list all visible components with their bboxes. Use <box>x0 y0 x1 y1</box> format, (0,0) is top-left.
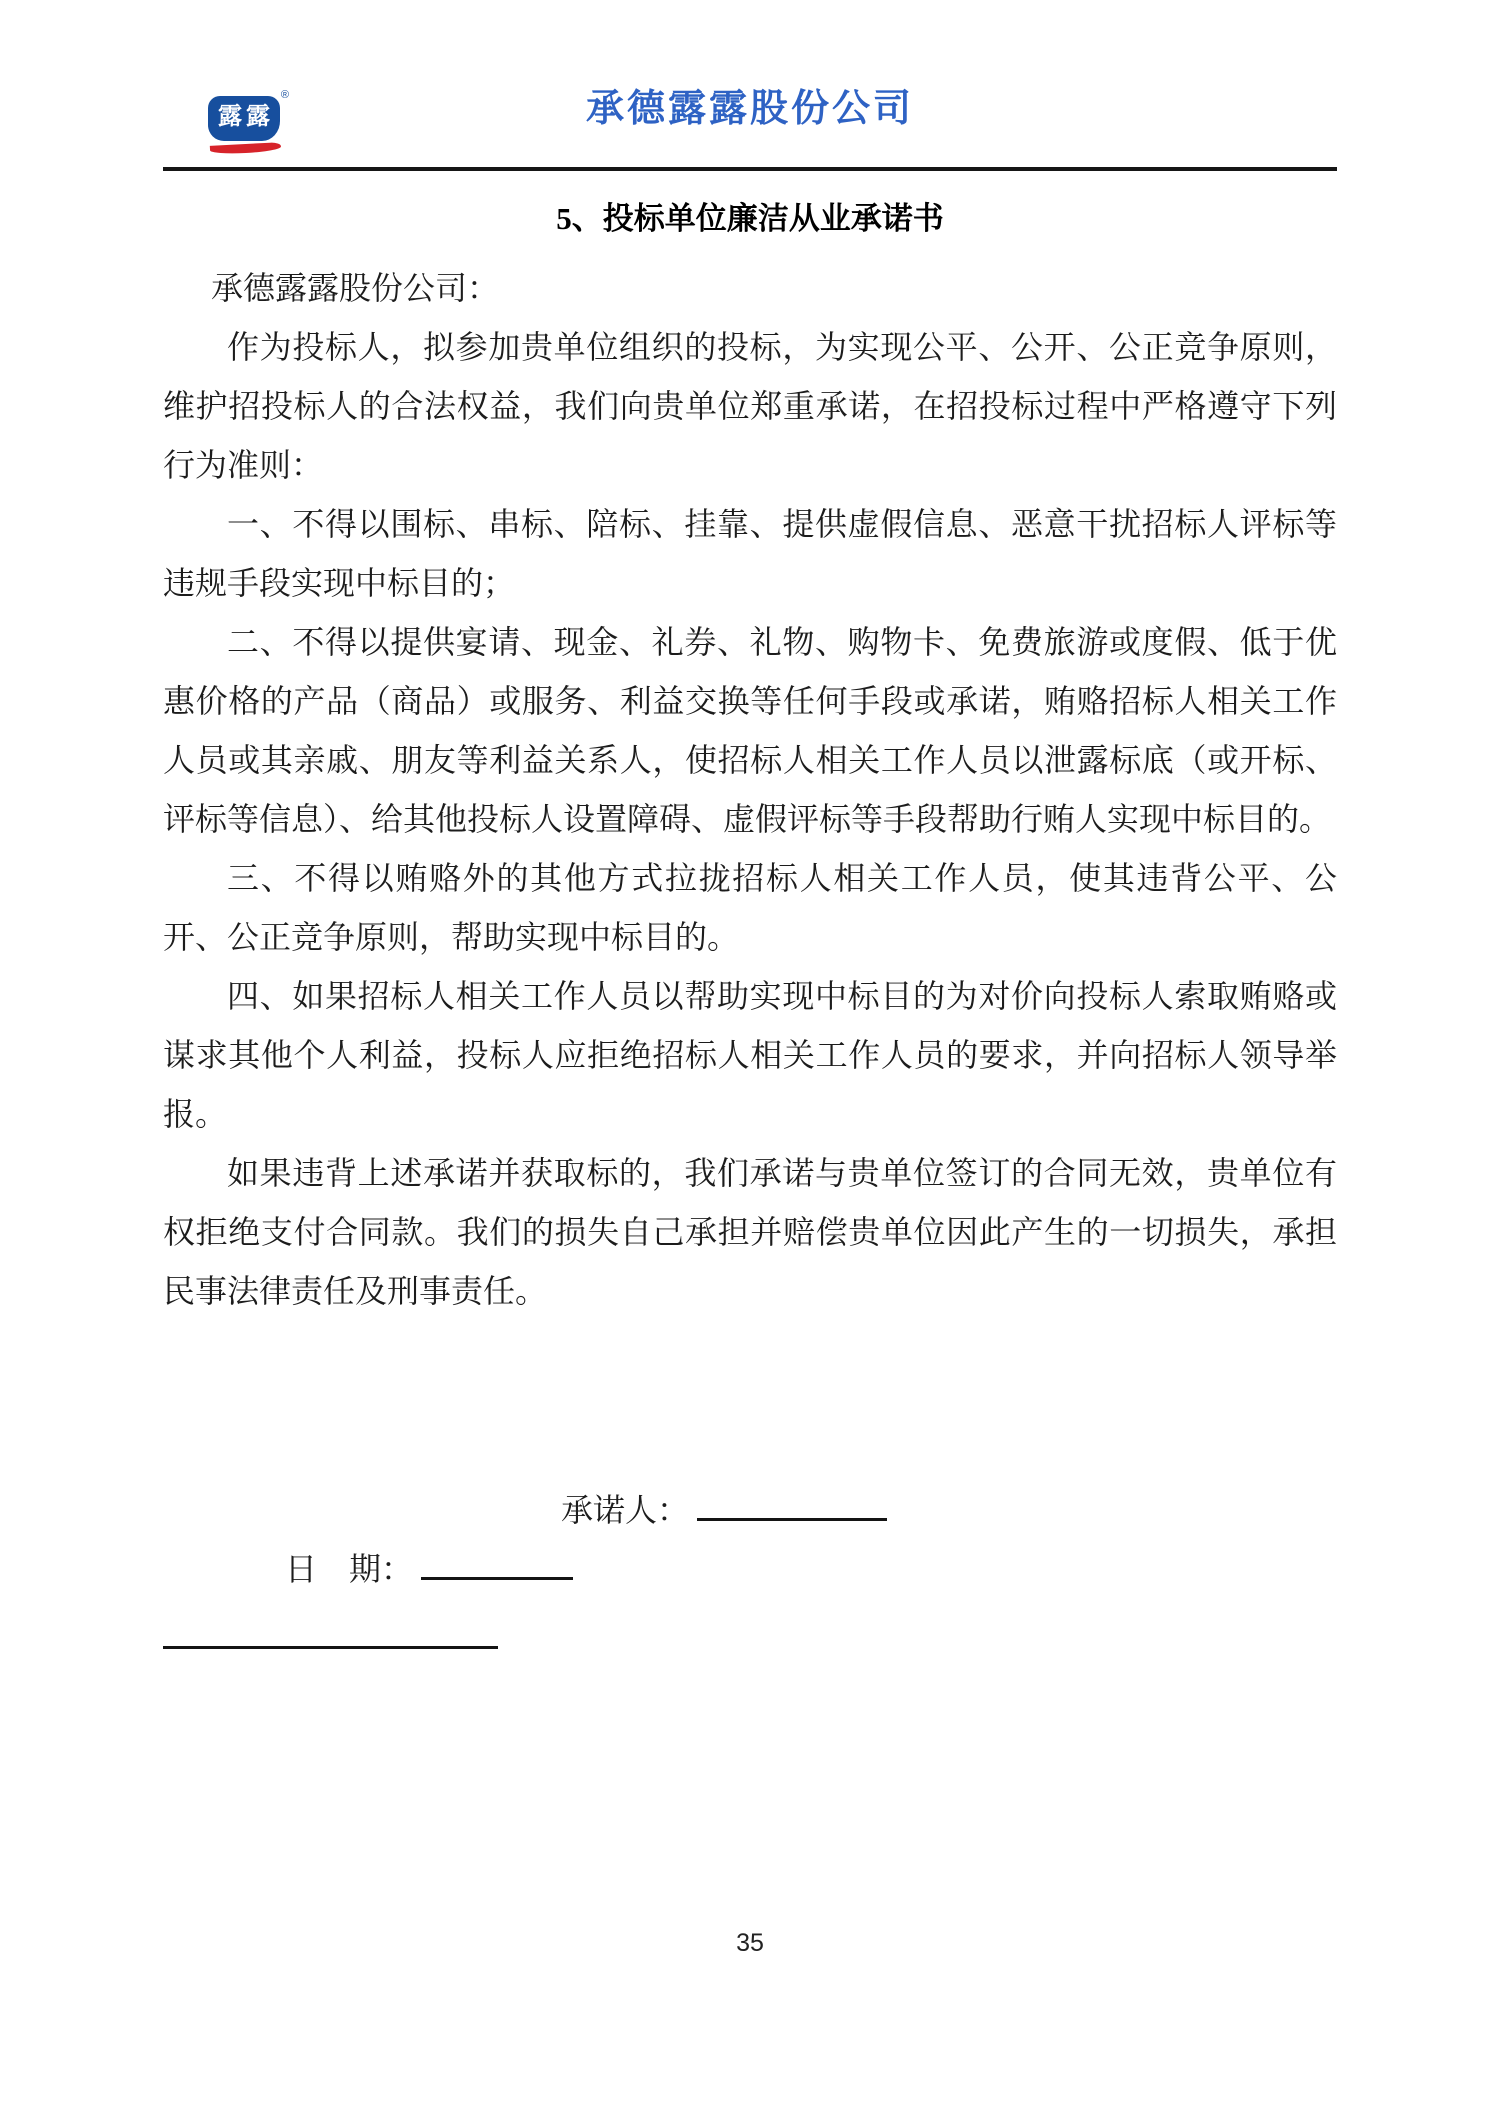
promisor-row <box>163 1481 1337 1540</box>
paragraph-rule-4: 四、如果招标人相关工作人员以帮助实现中标目的为对价向投标人索取贿赂或谋求其他个人利益，投标人应拒绝招标人相关工作人员的要求，并向招标人领导举报。 <box>163 978 1337 1132</box>
salutation: 承德露露股份公司： <box>211 270 500 306</box>
promisor-signature-line <box>697 1482 887 1521</box>
paragraph-closing: 如果违背上述承诺并获取标的，我们承诺与贵单位签订的合同无效，贵单位有权拒绝支付合同款。我们的损失自己承担并赔偿贵单位因此产生的一切损失，承担民事法律责任及刑事责任。 <box>163 1155 1337 1309</box>
document-body <box>163 259 1337 1381</box>
paragraph-rule-3: 三、不得以贿赂外的其他方式拉拢招标人相关工作人员，使其违背公平、公开、公正竞争原则，帮助实现中标目的。 <box>163 860 1337 955</box>
date-signature-line <box>421 1541 573 1580</box>
promisor-label: 承诺人： <box>561 1492 690 1528</box>
date-label: 日 期： <box>285 1551 414 1587</box>
bottom-signature-line <box>163 1646 498 1649</box>
date-row <box>163 1540 1337 1599</box>
logo-brand-text: 露露 <box>218 104 274 130</box>
signature-block <box>163 1481 1337 1649</box>
page-header <box>163 85 1337 171</box>
paragraph-intro: 作为投标人，拟参加贵单位组织的投标，为实现公平、公开、公正竞争原则，维护招投标人的合法权益，我们向贵单位郑重承诺，在招投标过程中严格遵守下列行为准则： <box>163 329 1337 483</box>
company-name: 承德露露股份公司 <box>585 88 914 130</box>
paragraph-rule-2: 二、不得以提供宴请、现金、礼券、礼物、购物卡、免费旅游或度假、低于优惠价格的产品（商品）或服务、利益交换等任何手段或承诺，贿赂招标人相关工作人员或其亲戚、朋友等利益关系人，使招标人相关工作人员以泄露标底（或开标、评标等信息）、给其他投标人设置障碍、虚假评标等手段帮助行贿人实现中标目的。 <box>163 624 1337 837</box>
page-number: 35 <box>736 1929 764 1957</box>
document-title: 5、投标单位廉洁从业承诺书 <box>556 201 944 236</box>
logo-red-swoosh <box>210 142 281 155</box>
registered-trademark-icon: ® <box>280 89 289 101</box>
paragraph-rule-1: 一、不得以围标、串标、陪标、挂靠、提供虚假信息、恶意干扰招标人评标等违规手段实现中标目的； <box>163 506 1337 601</box>
